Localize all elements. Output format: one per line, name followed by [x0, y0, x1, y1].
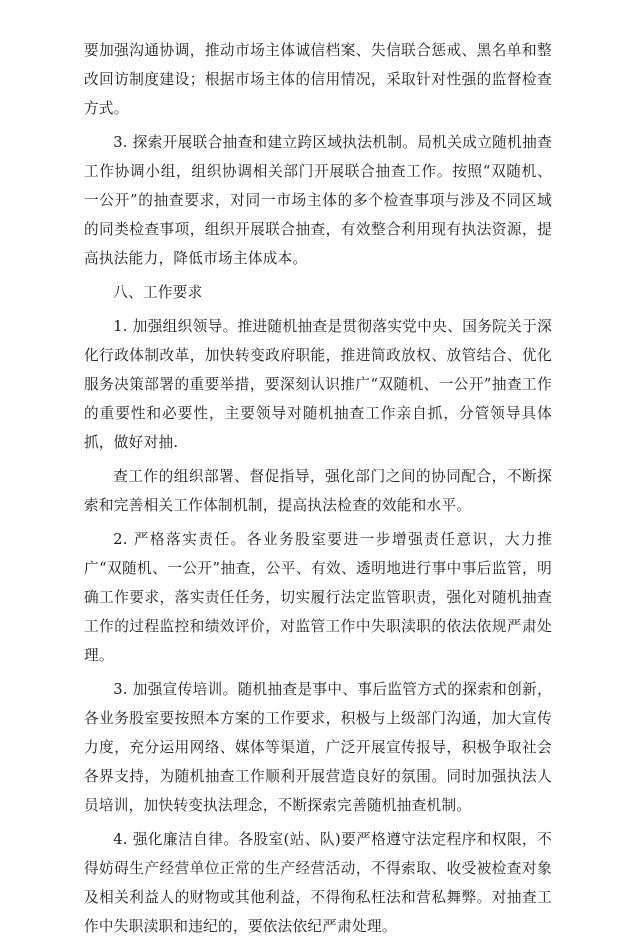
paragraph-organization-deployment: 查工作的组织部署、督促指导，强化部门之间的协同配合，不断探索和完善相关工作体制机制，提高执法检查的效能和水平。	[84, 468, 552, 514]
paragraph-publicity-training: 3. 加强宣传培训。随机抽查是事中、事后监管方式的探索和创新，各业务股室要按照本方案的工作要求，积极与上级部门沟通，加大宣传力度，充分运用网络、媒体等渠道，广泛开展宣传报导，积极争取社会各界支持，为随机抽查工作顺利开展营造良好的氛围。同时加强执法人员培训，加快转变执法理念，不断探索完善随机抽查机制。	[84, 681, 552, 814]
paragraph-credit-supervision: 要加强沟通协调，推动市场主体诚信档案、失信联合惩戒、黑名单和整改回访制度建设；根据市场主体的信用情况，采取针对性强的监督检查方式。	[84, 42, 552, 117]
paragraph-joint-inspection: 3. 探索开展联合抽查和建立跨区域执法机制。局机关成立随机抽查工作协调小组，组织协调相关部门开展联合抽查工作。按照“双随机、一公开”的抽查要求，对同一市场主体的多个检查事项与涉及不同区域的同类检查事项，组织开展联合抽查，有效整合利用现有执法资源，提高执法能力，降低市场主体成本。	[84, 134, 552, 267]
paragraph-responsibility: 2. 严格落实责任。各业务股室要进一步增强责任意识，大力推广“双随机、一公开”抽查，公平、有效、透明地进行事中事后监管，明确工作要求，落实责任任务，切实履行法定监管职责，强化对随机抽查工作的过程监控和绩效评价，对监管工作中失职渎职的依法依规严肃处理。	[84, 531, 552, 664]
section-heading-work-requirements: 八、工作要求	[113, 284, 203, 301]
paragraph-integrity-self-discipline: 4. 强化廉洁自律。各股室(站、队)要严格遵守法定程序和权限，不得妨碍生产经营单位正常的生产经营活动，不得索取、收受被检查对象及相关利益人的财物或其他利益，不得徇私枉法和营私舞弊。对抽查工作中失职渎职和违纪的，要依法依纪严肃处理。	[84, 831, 552, 935]
document-body	[84, 36, 552, 946]
paragraph-organizational-leadership: 1. 加强组织领导。推进随机抽查是贯彻落实党中央、国务院关于深化行政体制改革，加快转变政府职能，推进简政放权、放管结合、优化服务决策部署的重要举措，要深刻认识推广“双随机、一公开”抽查工作的重要性和必要性，主要领导对随机抽查工作亲自抓，分管领导具体抓，做好对抽.	[84, 318, 552, 451]
